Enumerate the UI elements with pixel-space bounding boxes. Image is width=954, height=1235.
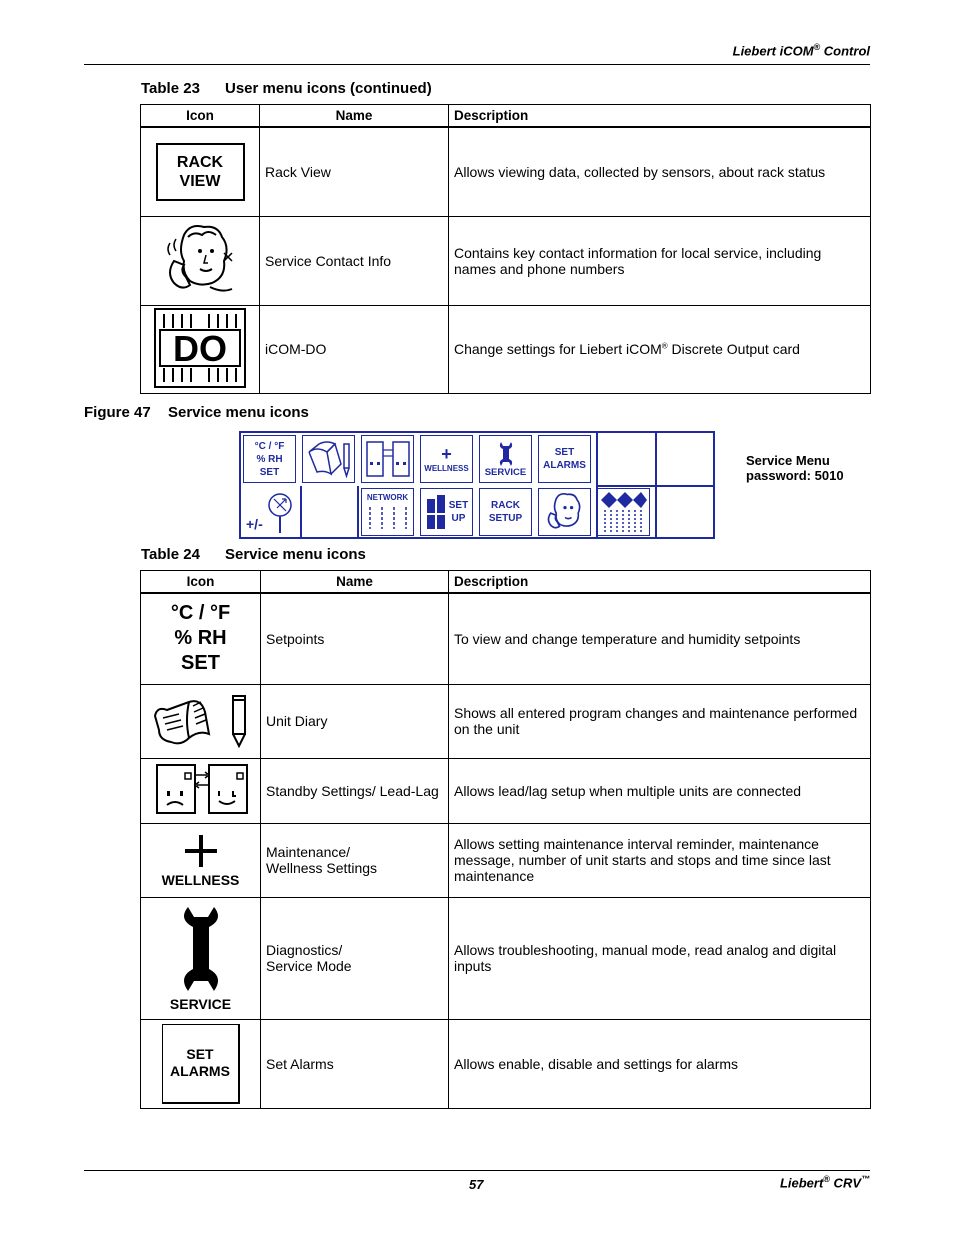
icon-cell	[141, 897, 261, 1019]
table-row	[141, 1019, 871, 1108]
table-row	[141, 823, 871, 897]
icon-cell	[141, 1019, 261, 1108]
menu-tile-set-alarms[interactable]	[536, 433, 595, 486]
description-cell: Change settings for Liebert iCOM® Discrete Output card	[449, 305, 871, 393]
description-cell: Shows all entered program changes and maintenance performed on the unit	[449, 684, 871, 758]
column-header: Icon	[141, 571, 261, 594]
diary-book-icon	[305, 438, 353, 480]
menu-tile-wellness[interactable]	[418, 433, 477, 486]
table-header-row	[141, 105, 871, 128]
name-cell: Maintenance/ Wellness Settings	[261, 823, 449, 897]
menu-tile-unit-diary[interactable]	[300, 433, 359, 486]
description-cell: Allows setting maintenance interval reminder, maintenance message, number of unit starts and stops and time since last maintenance	[449, 823, 871, 897]
menu-tile-plus-minus[interactable]	[241, 486, 300, 539]
plus-icon: +	[441, 443, 452, 464]
name-cell: Diagnostics/ Service Mode	[261, 897, 449, 1019]
lead-lag-icon	[364, 438, 412, 480]
description-cell: Allows lead/lag setup when multiple units are connected	[449, 758, 871, 823]
header-rule	[84, 64, 870, 65]
column-header: Description	[449, 105, 871, 128]
rack-view-icon: RACK VIEW	[156, 143, 245, 201]
note-line: Service Menu	[746, 453, 830, 468]
description-cell: To view and change temperature and humidity setpoints	[449, 593, 871, 684]
name-cell: Service Contact Info	[260, 216, 449, 305]
running-footer: Liebert® CRV™	[779, 1174, 870, 1191]
tile-label: SET	[259, 466, 280, 478]
menu-tile-service[interactable]	[477, 433, 536, 486]
tile-label: SERVICE	[484, 466, 527, 478]
menu-tile-setup[interactable]	[418, 486, 477, 539]
table-row	[141, 216, 871, 305]
name-cell: Setpoints	[261, 593, 449, 684]
table-caption: Table 24 Service menu icons	[141, 546, 366, 563]
wrench-icon	[498, 441, 514, 467]
sensor-calibration-icon	[244, 489, 296, 535]
menu-tile-standby-lead-lag[interactable]	[359, 433, 418, 486]
user-menu-icons-table	[140, 104, 871, 394]
icom-do-card-icon	[154, 308, 246, 388]
setup-blocks-icon	[425, 493, 447, 531]
table-row	[141, 758, 871, 823]
service-contact-face-icon	[543, 491, 587, 533]
menu-tile-setpoints[interactable]	[241, 433, 300, 486]
name-cell: Set Alarms	[261, 1019, 449, 1108]
icon-cell	[141, 127, 260, 216]
plus-icon	[183, 833, 219, 869]
note-line: password: 5010	[746, 468, 844, 483]
page-number: 57	[469, 1177, 484, 1192]
description-cell: Allows troubleshooting, manual mode, read analog and digital inputs	[449, 897, 871, 1019]
tile-label: NETWORK	[366, 493, 409, 502]
menu-tile-humidifier[interactable]	[595, 486, 654, 539]
name-cell: Rack View	[260, 127, 449, 216]
service-label: SERVICE	[169, 995, 232, 1012]
column-header: Description	[449, 571, 871, 594]
table-row	[141, 305, 871, 393]
tile-label: RACK	[491, 500, 520, 511]
network-grid-icon	[365, 503, 411, 531]
standby-lead-lag-icon	[149, 761, 253, 817]
wellness-icon	[141, 833, 260, 888]
icon-cell	[141, 823, 261, 897]
column-header: Name	[260, 105, 449, 128]
tile-label: % RH	[256, 453, 283, 465]
table-row	[141, 897, 871, 1019]
table-row	[141, 684, 871, 758]
table-caption: Table 23 User menu icons (continued)	[141, 80, 432, 97]
running-header: Liebert iCOM® Control	[732, 42, 870, 59]
menu-tile-service-contact[interactable]	[536, 486, 595, 539]
service-icon	[141, 905, 260, 1012]
service-password-note	[746, 453, 844, 483]
description-cell: Contains key contact information for local service, including names and phone numbers	[449, 216, 871, 305]
tile-label: SET	[448, 500, 469, 511]
wrench-icon	[180, 905, 222, 993]
name-cell: Unit Diary	[261, 684, 449, 758]
tile-label: UP	[451, 513, 466, 524]
tile-label: SET	[554, 447, 575, 458]
tile-label: WELLNESS	[424, 463, 469, 473]
menu-tile-rack-setup[interactable]	[477, 486, 536, 539]
svg-text:DO: DO	[173, 327, 227, 369]
icon-cell	[141, 305, 260, 393]
tile-label: SETUP	[488, 513, 523, 524]
description-cell: Allows enable, disable and settings for alarms	[449, 1019, 871, 1108]
table-row	[141, 593, 871, 684]
name-cell: iCOM-DO	[260, 305, 449, 393]
unit-diary-icon	[149, 690, 253, 750]
menu-tile-empty	[300, 486, 359, 539]
column-header: Icon	[141, 105, 260, 128]
wellness-label: WELLNESS	[161, 871, 240, 888]
tile-label: °C / °F	[254, 440, 285, 452]
name-cell: Standby Settings/ Lead-Lag	[261, 758, 449, 823]
set-alarms-icon: SET ALARMS	[162, 1024, 240, 1104]
table-header-row	[141, 571, 871, 594]
menu-tile-network[interactable]	[359, 486, 418, 539]
figure-caption: Figure 47 Service menu icons	[84, 404, 309, 421]
icon-cell	[141, 593, 261, 684]
icon-cell	[141, 216, 260, 305]
table-row	[141, 127, 871, 216]
footer-rule	[84, 1170, 870, 1171]
tile-label: ALARMS	[543, 460, 586, 471]
svg-text:+/-: +/-	[245, 516, 263, 532]
icon-cell	[141, 684, 261, 758]
icon-cell	[141, 758, 261, 823]
service-menu-icons-table	[140, 570, 871, 1109]
column-header: Name	[261, 571, 449, 594]
setpoints-icon: °C / °F % RH SET	[170, 602, 231, 675]
humidifier-drops-icon	[599, 490, 649, 534]
description-cell: Allows viewing data, collected by sensors, about rack status	[449, 127, 871, 216]
service-menu-icon-grid	[239, 431, 715, 539]
service-contact-face-icon	[160, 221, 240, 297]
